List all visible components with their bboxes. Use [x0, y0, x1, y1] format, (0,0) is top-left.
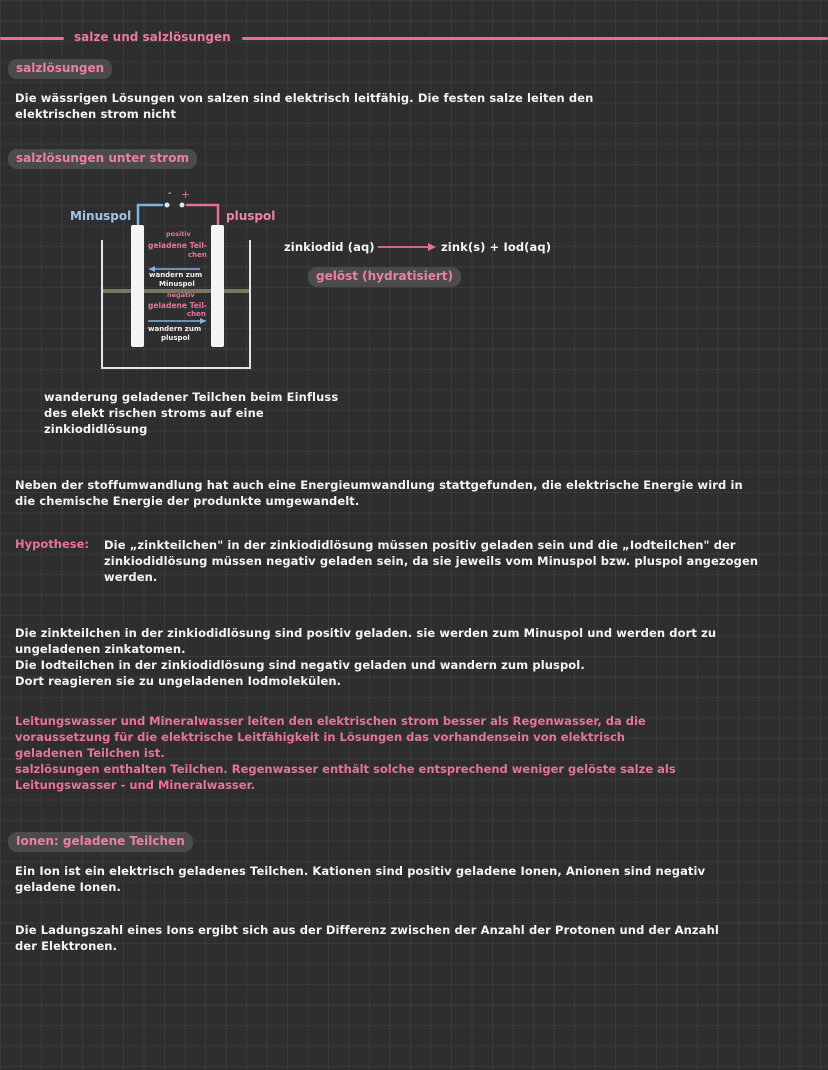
text-line: Die Iodteilchen in der zinkiodidlösung sind negativ geladen und wandern zum pluspol.: [15, 658, 585, 672]
header-rule-left: [0, 37, 64, 40]
text-line: zinkiodidlösung müssen negativ geladen sein, da sie jeweils vom Minuspol bzw. pluspol angezogen: [104, 554, 759, 568]
text-line: Die „zinkteilchen" in der zinkiodidlösung müssen positiv geladen sein und die „Iodteilchen" der: [104, 538, 736, 552]
note-chen-2: chen: [187, 310, 206, 318]
text-line: Ein Ion ist ein elektrisch geladenes Teilchen. Kationen sind positiv geladene Ionen, Anionen sind negativ: [15, 864, 706, 878]
note-minuspol: Minuspol: [159, 280, 195, 288]
text-line: Neben der stoffumwandlung hat auch eine Energieumwandlung stattgefunden, die elektrische Energie wird in: [15, 478, 743, 492]
note-geladene-2: geladene Teil-: [148, 301, 208, 310]
text-line: geladenen Teilchen ist.: [15, 746, 165, 760]
ions-text: [15, 863, 820, 895]
text-line: elektrischen strom nicht: [15, 107, 177, 121]
electrolysis-diagram: [60, 185, 290, 375]
diagram-caption: [44, 389, 374, 437]
dissolved-note: gelöst (hydratisiert): [308, 267, 461, 287]
energy-text: [15, 477, 820, 509]
caption-line: des elekt rischen stroms auf eine: [44, 406, 264, 420]
page-title: salze und salzlösungen: [74, 30, 231, 44]
note-positiv: positiv: [166, 230, 191, 238]
note-geladene: geladene Teil-: [148, 241, 208, 250]
hypothesis-label: Hypothese:: [15, 537, 89, 551]
pluspol-label: pluspol: [226, 209, 276, 223]
text-line: Dort reagieren sie zu ungeladenen Iodmolekülen.: [15, 674, 342, 688]
note-wandern-2: wandern zum: [148, 325, 202, 333]
caption-line: wanderung geladener Teilchen beim Einfluss: [44, 390, 339, 404]
text-line: ungeladenen zinkatomen.: [15, 642, 186, 656]
text-line: salzlösungen enthalten Teilchen. Regenwasser enthält solche entsprechend weniger gelöste salze als: [15, 762, 676, 776]
text-block: [15, 90, 815, 122]
heading-salzloesungen-unter-strom: salzlösungen unter strom: [8, 149, 197, 169]
terminal-plus: [180, 203, 185, 208]
terminal-minus: [165, 203, 170, 208]
caption-line: zinkiodidlösung: [44, 422, 148, 436]
heading-salzloesungen: salzlösungen: [8, 59, 112, 79]
note-pluspol: pluspol: [161, 334, 190, 342]
electrode-plus: [211, 225, 224, 347]
note-wandern: wandern zum: [149, 271, 203, 279]
text-line: Leitungswasser - und Mineralwasser.: [15, 778, 255, 792]
text-line: Die wässrigen Lösungen von salzen sind elektrisch leitfähig. Die festen salze leiten den: [15, 91, 594, 105]
text-line: voraussetzung für die elektrische Leitfähigkeit in Lösungen das vorhandensein von elektrisch: [15, 730, 625, 744]
text-line: Die zinkteilchen in der zinkiodidlösung sind positiv geladen. sie werden zum Minuspol und werden dort zu: [15, 626, 717, 640]
note-chen: chen: [188, 251, 207, 259]
minus-sign: -: [168, 188, 172, 199]
reaction-arrow: [378, 241, 438, 253]
water-text: [15, 713, 820, 793]
text-line: Leitungswasser und Mineralwasser leiten den elektrischen strom besser als Regenwasser, da die: [15, 714, 646, 728]
header-rule-right: [242, 37, 828, 40]
equation-left: zinkiodid (aq): [284, 240, 375, 254]
text-line: der Elektronen.: [15, 939, 118, 953]
text-line: werden.: [104, 570, 158, 584]
arrow-to-plus-head: [200, 318, 206, 324]
electrode-minus: [131, 225, 144, 347]
plus-sign: +: [181, 188, 191, 201]
hypothesis-text: [104, 537, 819, 585]
text-line: Die Ladungszahl eines Ions ergibt sich aus der Differenz zwischen der Anzahl der Protonen und der Anzahl: [15, 923, 719, 937]
heading-ionen: Ionen: geladene Teilchen: [8, 832, 193, 852]
text-line: geladene Ionen.: [15, 880, 121, 894]
equation-right: zink(s) + Iod(aq): [441, 240, 552, 254]
minuspol-label: Minuspol: [70, 209, 132, 223]
result-text: [15, 625, 820, 689]
note-negativ: negativ: [167, 291, 195, 299]
ions-text-2: [15, 922, 820, 954]
text-line: die chemische Energie der produnkte umgewandelt.: [15, 494, 360, 508]
